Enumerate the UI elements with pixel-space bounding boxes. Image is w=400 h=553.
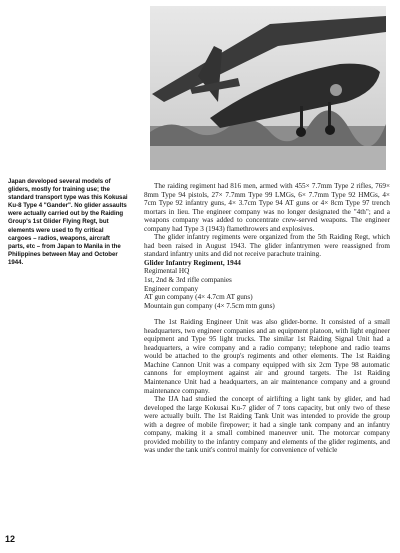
- paragraph-tank-unit: The IJA had studied the concept of airlifting a light tank by glider, and had developed the large Kokusai Ku-7 glider of 7 tons capacity, but only two of these were actually built. The 1st Raiding Tank Unit was intended to provide the group with a degree of mobile firepower; it had a single tank company and an infantry company, making it a small combined maneuver unit. The motorcar company provided mobility to the infantry company and elements of the glider regiments, and was under the tank unit's control mainly for convenience of vehicle: [144, 395, 390, 455]
- paragraph-glider-regiments: The glider infantry regiments were organized from the 5th Raiding Regt, which had been raised in August 1943. The glider infantrymen were reassigned from standard infantry units and did not receive parachute training.: [144, 233, 390, 259]
- org-table-line: Regimental HQ: [144, 267, 190, 276]
- page-number: 12: [5, 534, 16, 544]
- paragraph-raiding-regiment: The raiding regiment had 816 men, armed with 455× 7.7mm Type 2 rifles, 769× 8mm Type 94 pistols, 27× 7.7mm Type 99 LMGs, 6× 7.7mm Type 92 HMGs, 4× 7cm Type 92 infantry guns, 4× 3.7cm Type 94 AT guns or 4× 8cm Type 97 trench mortars in lieu. The engineer company was no longer designated the "4th"; and a weapons company was added to concentrate crew-served weapons. The engineer company had Type 3 (1943) flamethrowers and explosives.: [144, 182, 390, 233]
- org-table-line: AT gun company (4× 4.7cm AT guns): [144, 293, 253, 302]
- photo-caption: Japan developed several models of gliders, mostly for training use; the standard transport type was this Kokusai Ku-8 Type 4 "Gander". No glider assaults were actually carried out by the Raiding Group's 1st Glider Flying Regt, but elements were used to fly critical cargoes – radios, weapons, aircraft parts, etc – from Japan to Manila in the Philippines between May and October 1944.: [8, 178, 128, 266]
- glider-photo: [150, 6, 386, 170]
- org-table-line: Engineer company: [144, 284, 199, 293]
- org-table-heading: Glider Infantry Regiment, 1944: [144, 258, 241, 267]
- org-table-line: Mountain gun company (4× 7.5cm mtn guns): [144, 301, 275, 310]
- paragraph-engineer-unit: The 1st Raiding Engineer Unit was also glider-borne. It consisted of a small headquarters, two engineer companies and an equipment platoon, with light engineer equipment and Type 95 light trucks. The similar 1st Raiding Signal Unit had a headquarters, a wire company and a radio company; telephone and radio teams would be attached to the group's regiments and other elements. The 1st Raiding Machine Cannon Unit was a company equipped with six 2cm Type 98 automatic cannons for employment against air and ground targets. The 1st Raiding Maintenance Unit had a headquarters, an air maintenance company and a ground maintenance company.: [144, 318, 390, 395]
- body-text: [144, 182, 390, 455]
- org-table: [144, 259, 390, 310]
- org-table-line: 1st, 2nd & 3rd rifle companies: [144, 276, 232, 285]
- glider-aircraft-illustration: [150, 6, 386, 170]
